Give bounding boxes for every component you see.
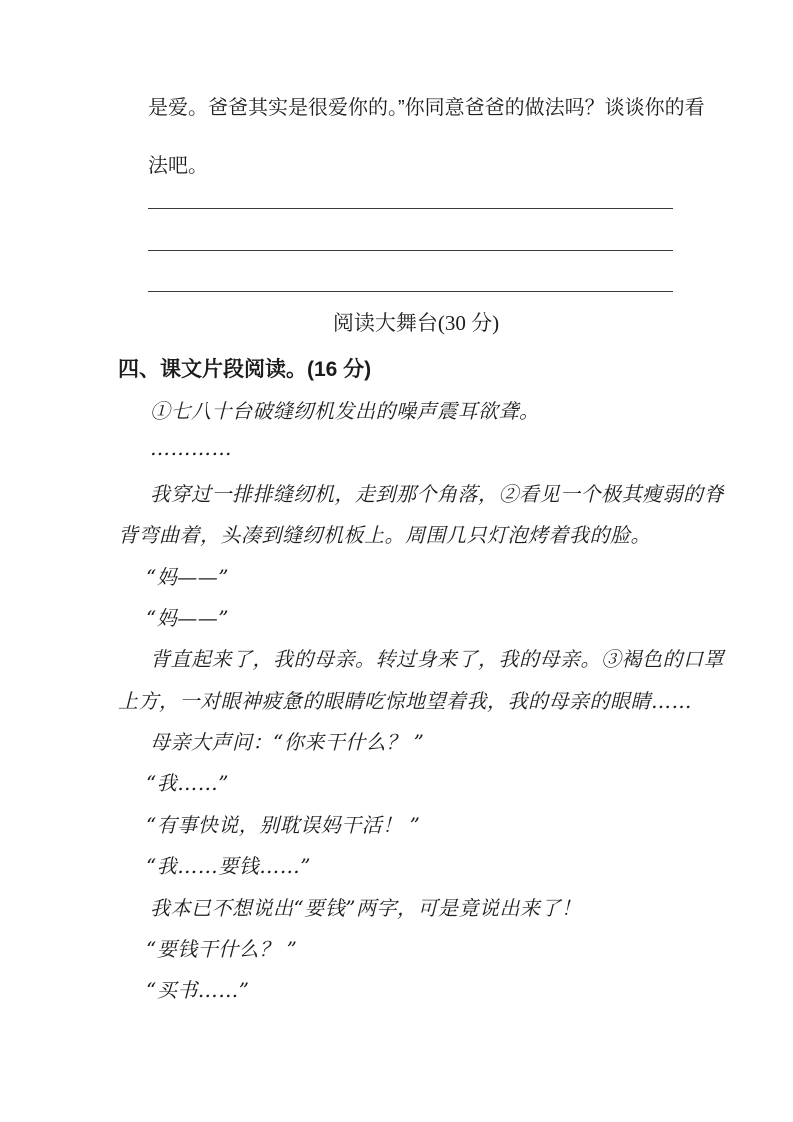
passage-line: 我穿过一排排缝纫机，走到那个角落，②看见一个极其瘦弱的脊 xyxy=(150,482,724,506)
dialogue-line: “要钱干什么？ ” xyxy=(146,937,298,961)
dialogue-line: 母亲大声问：“你来干什么？ ” xyxy=(150,730,425,754)
dialogue-line: “妈——” xyxy=(146,565,229,589)
dialogue-line: “妈——” xyxy=(146,606,229,630)
section-banner-title: 阅读大舞台(30 分) xyxy=(332,311,500,335)
dialogue-line: “买书……” xyxy=(146,978,250,1002)
passage-line: 背直起来了，我的母亲。转过身来了，我的母亲。③褐色的口罩 xyxy=(150,647,724,671)
answer-blank-line xyxy=(148,291,673,292)
passage-line: ①七八十台破缝纫机发出的噪声震耳欲聋。 xyxy=(150,399,540,423)
dialogue-line: “我……” xyxy=(146,771,229,795)
passage-line: 我本已不想说出“要钱”两字，可是竟说出来了！ xyxy=(150,896,582,920)
question3-text-line: 法吧。 xyxy=(148,155,208,177)
question4-heading: 四、课文片段阅读。(16 分) xyxy=(118,358,372,381)
passage-ellipsis-line: ………… xyxy=(150,436,232,460)
question3-text-line: 是爱。爸爸其实是很爱你的。”你同意爸爸的做法吗？谈谈你的看 xyxy=(148,97,705,119)
dialogue-line: “我……要钱……” xyxy=(146,854,311,878)
passage-line: 背弯曲着，头凑到缝纫机板上。周围几只灯泡烤着我的脸。 xyxy=(118,523,651,547)
answer-blank-line xyxy=(148,208,673,209)
dialogue-line: “有事快说，别耽误妈干活！ ” xyxy=(146,813,421,837)
passage-line: 上方，一对眼神疲惫的眼睛吃惊地望着我，我的母亲的眼睛…… xyxy=(118,689,692,713)
answer-blank-line xyxy=(148,250,673,251)
